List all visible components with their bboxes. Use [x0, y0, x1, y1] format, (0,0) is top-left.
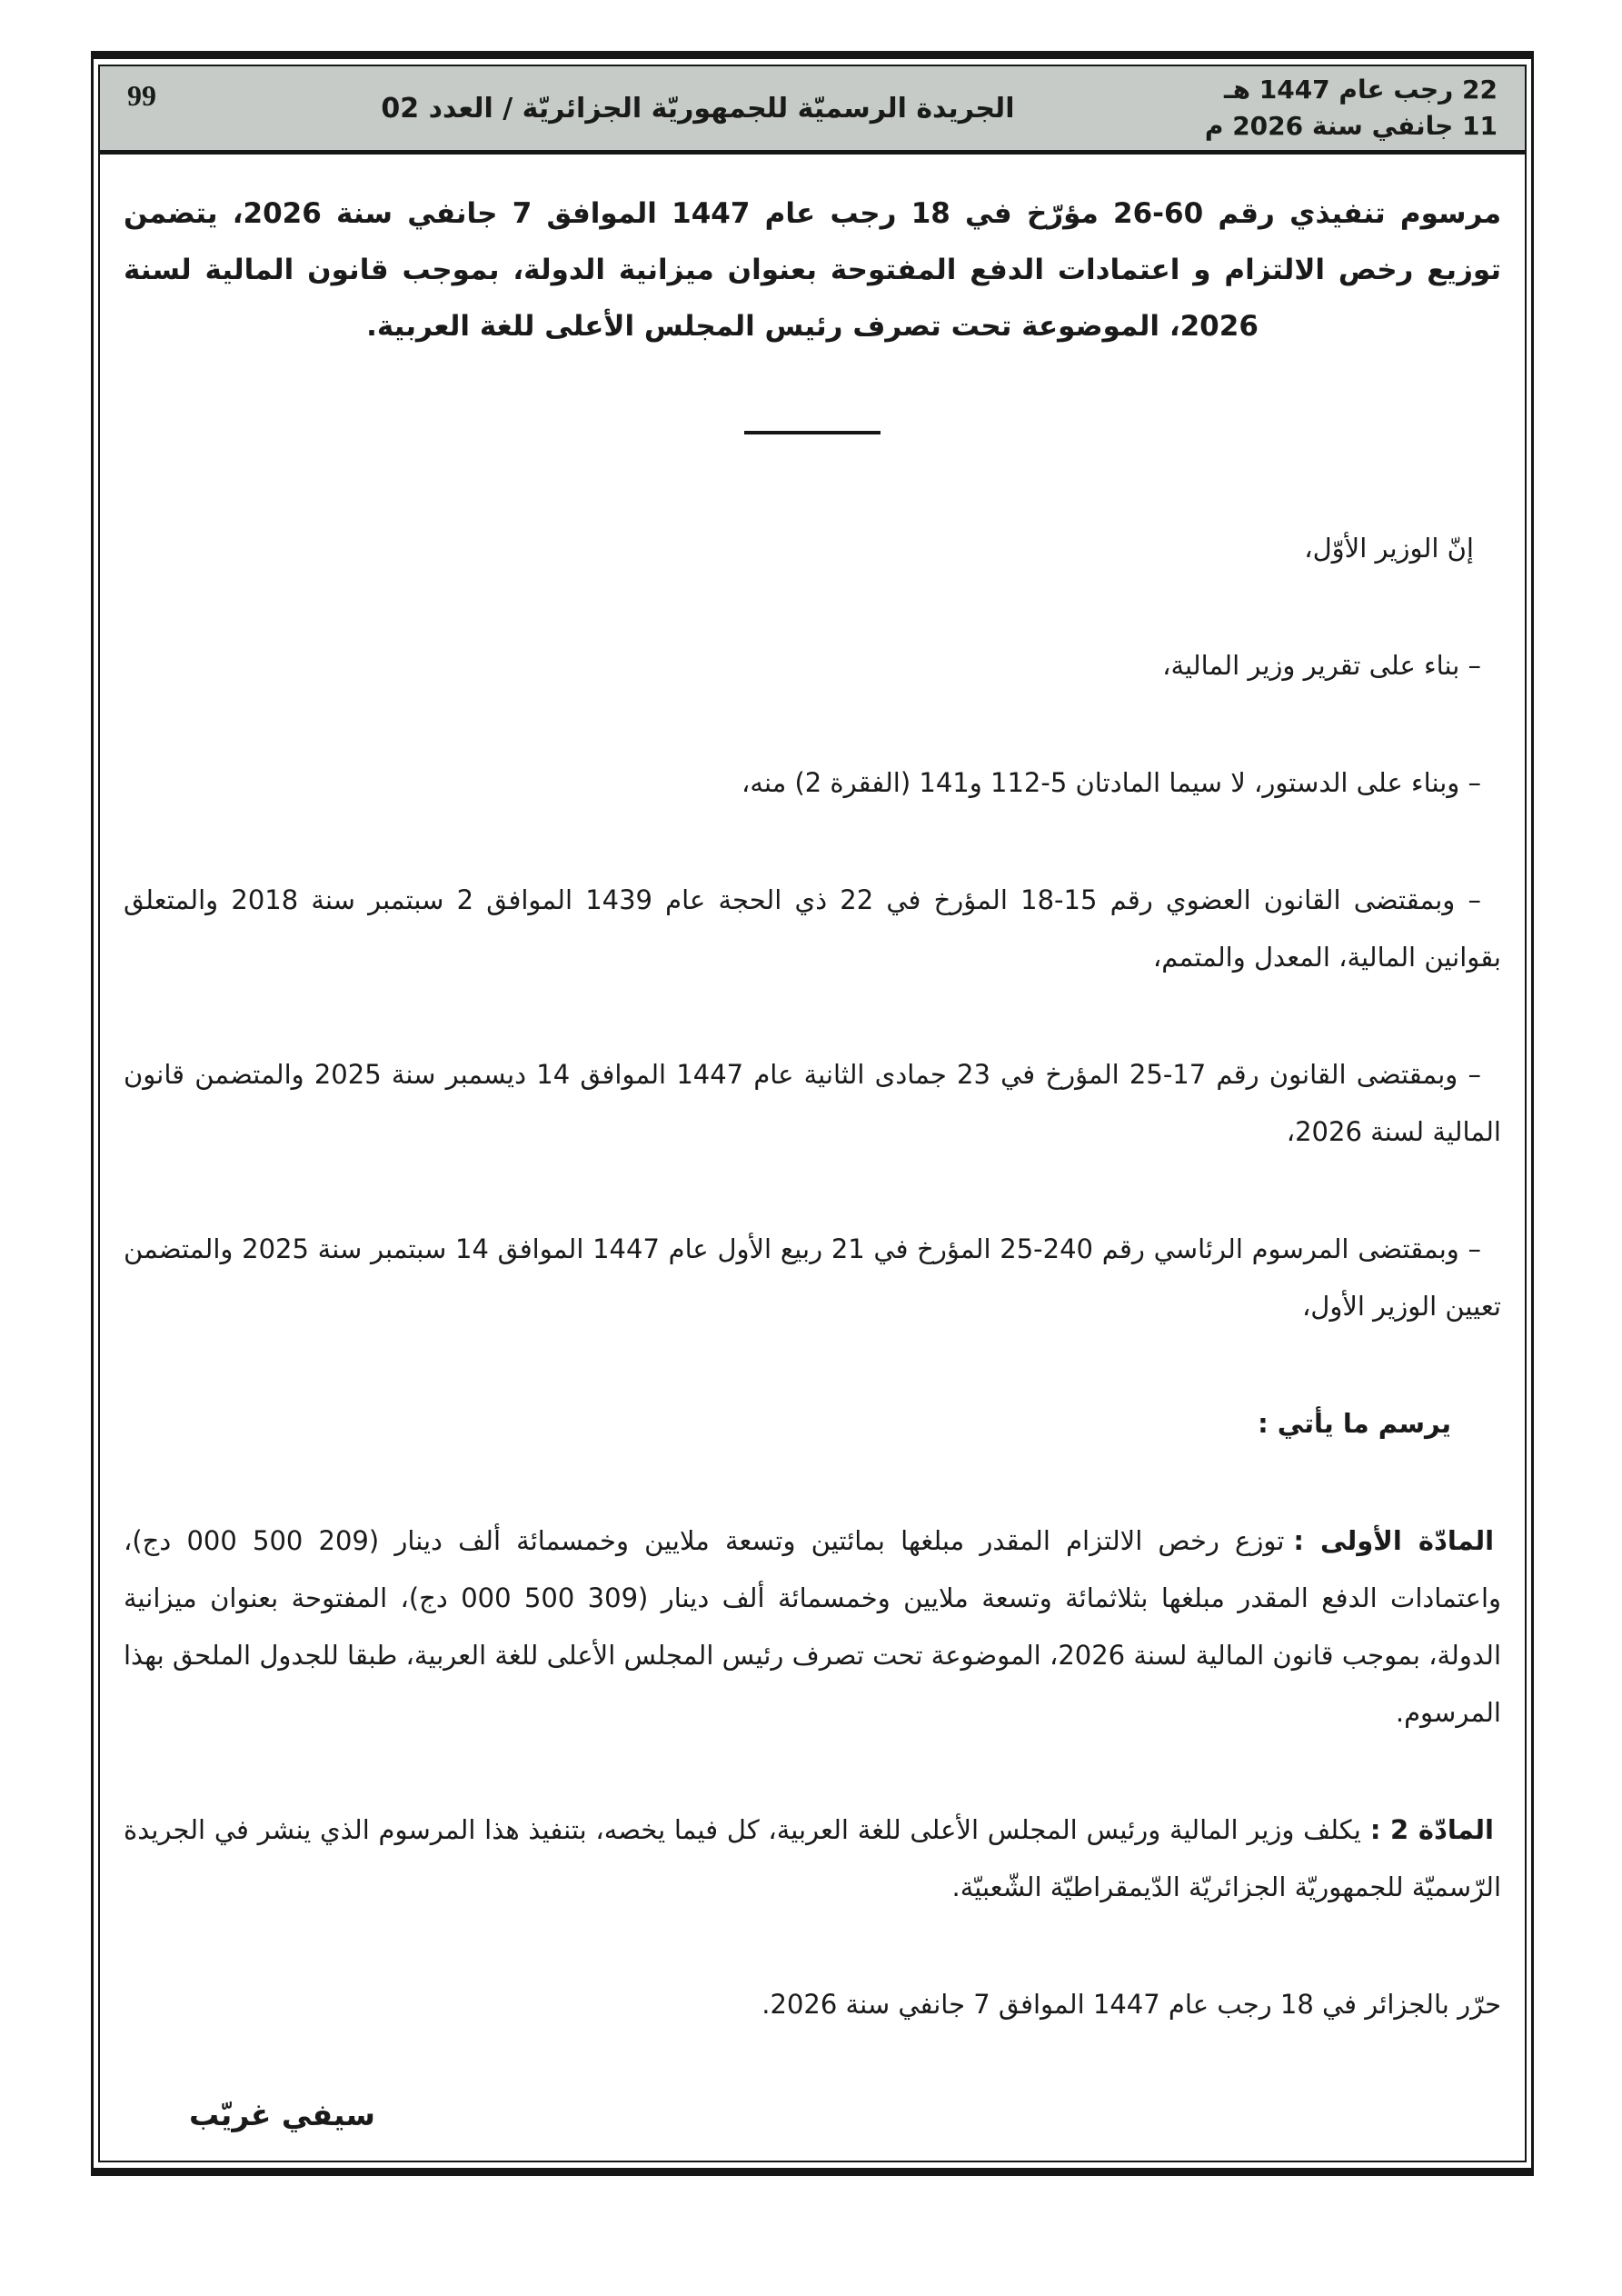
date-hijri: 22 رجب عام 1447 هـ	[1224, 75, 1498, 105]
page-frame-inner	[98, 65, 1527, 2162]
signature-name: سيفي غريّب	[189, 2097, 375, 2132]
visa-organic-law: – وبمقتضى القانون العضوي رقم 15-18 المؤرخ في 22 ذي الحجة عام 1439 الموافق 2 سبتمبر سنة 2018 والمتعلق بقوانين المالية، المعدل والمتمم،	[124, 884, 1501, 973]
date-gregorian: 11 جانفي سنة 2026 م	[1204, 111, 1498, 141]
visa-finance-law: – وبمقتضى القانون رقم 17-25 المؤرخ في 23 جمادى الثانية عام 1447 الموافق 14 ديسمبر سنة 2025 والمتضمن قانون المالية لسنة 2026،	[124, 1059, 1501, 1147]
done-at-line	[124, 1976, 1501, 2033]
masthead	[100, 66, 1525, 155]
page-number: 99	[127, 79, 156, 112]
visa-finance-report: – بناء على تقرير وزير المالية،	[1162, 650, 1481, 681]
enacting-formula: يرسم ما يأتي :	[1258, 1408, 1451, 1439]
article-2-label: المادّة 2 :	[1369, 1814, 1494, 1845]
article-1-text: توزع رخص الالتزام المقدر مبلغها بمائتين وتسعة ملايين وخمسمائة ألف دينار (209 500 000 دج)، واعتمادات الدفع المقدر مبلغها بثلاثمائة وتسعة ملايين وخمسمائة ألف دينار (309 500 000 دج)، المفتوحة بعنوان ميزانية الدولة، بموجب قانون المالية لسنة 2026، الموضوعة تحت تصرف رئيس المجلس الأعلى للغة العربية، طبقا للجدول الملحق بهذا المرسوم.	[124, 1525, 1502, 1728]
masthead-title: الجريدة الرسميّة للجمهوريّة الجزائريّة / العدد 02	[381, 92, 1015, 125]
done-at-text: حرّر بالجزائر في 18 رجب عام 1447 الموافق 7 جانفي سنة 2026.	[761, 1989, 1501, 2020]
visa-presidential-decree: – وبمقتضى المرسوم الرئاسي رقم 240-25 المؤرخ في 21 ربيع الأول عام 1447 الموافق 14 سبتمبر سنة 2025 والمتضمن تعيين الوزير الأول،	[124, 1233, 1501, 1322]
article-1-label: المادّة الأولى :	[1293, 1525, 1495, 1556]
article-2-text: يكلف وزير المالية ورئيس المجلس الأعلى للغة العربية، كل فيما يخصه، بتنفيذ هذا المرسوم الذي ينشر في الجريدة الرّسميّة للجمهوريّة الجزائريّة الدّيمقراطيّة الشّعبيّة.	[124, 1814, 1501, 1902]
section-divider	[744, 431, 881, 434]
decree-opening: إنّ الوزير الأوّل،	[1304, 533, 1474, 564]
article-1	[124, 1512, 1501, 1742]
masthead-dates	[1205, 72, 1498, 145]
decree-headnote: مرسوم تنفيذي رقم 60-26 مؤرّخ في 18 رجب عام 1447 الموافق 7 جانفي سنة 2026، يتضمن توزيع رخص الالتزام و اعتمادات الدفع المفتوحة بعنوان ميزانية الدولة، بموجب قانون المالية لسنة 2026، الموضوعة تحت تصرف رئيس المجلس الأعلى للغة العربية.	[124, 197, 1502, 343]
decree-body	[100, 185, 1525, 2143]
visa-constitution: – وبناء على الدستور، لا سيما المادتان 5-112 و141 (الفقرة 2) منه،	[741, 767, 1481, 798]
page-frame	[91, 51, 1534, 2176]
article-2	[124, 1802, 1501, 1916]
